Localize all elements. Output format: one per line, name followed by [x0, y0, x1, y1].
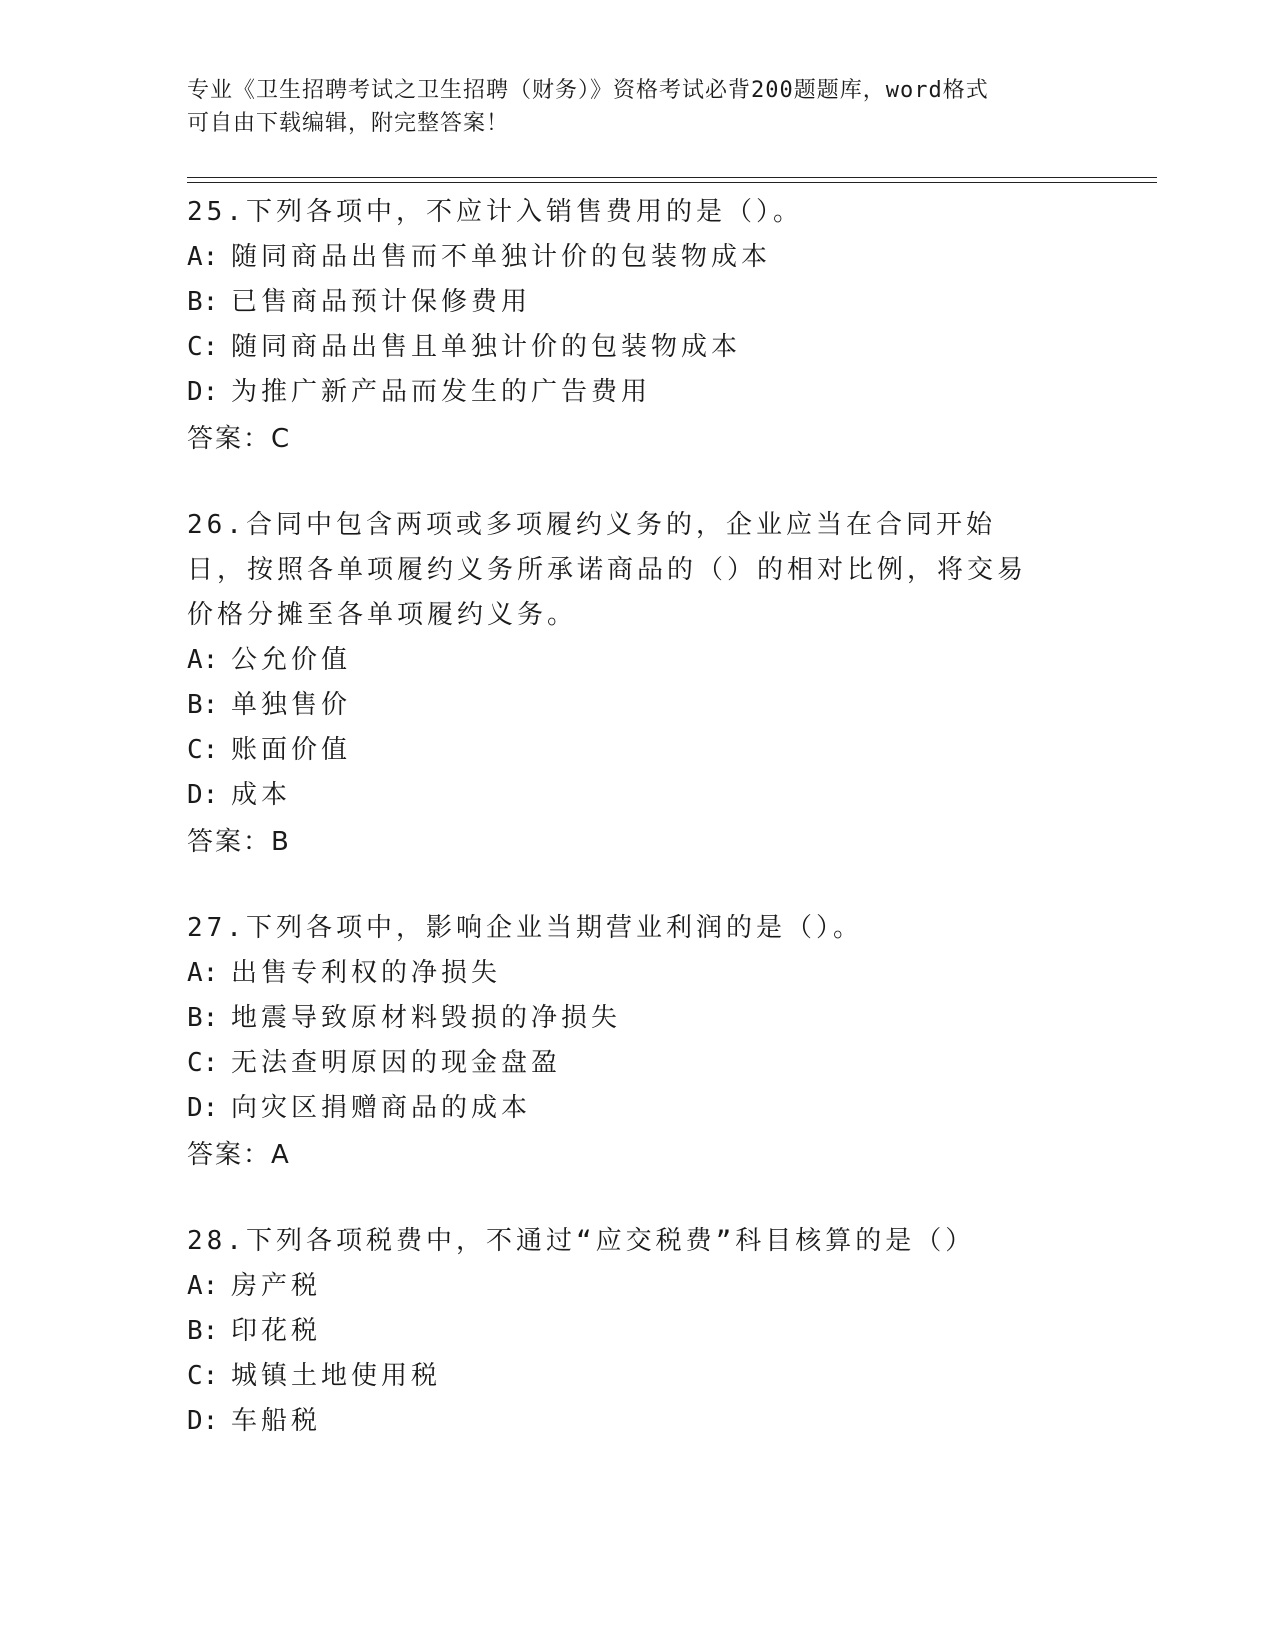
option-text: 为推广新产品而发生的广告费用 — [231, 377, 652, 407]
question-stem: 26.合同中包含两项或多项履约义务的，企业应当在合同开始日，按照各单项履约义务所承诺商品的（）的相对比例，将交易价格分摊至各单项履约义务。 — [187, 510, 1028, 630]
option-letter: B: — [187, 1003, 219, 1033]
question-list — [187, 190, 1087, 1484]
option-d — [187, 773, 1087, 818]
option-letter: B: — [187, 1316, 219, 1346]
option-text: 公允价值 — [231, 645, 352, 675]
question-stem: 27.下列各项中，影响企业当期营业利润的是（）。 — [187, 913, 863, 943]
option-text: 印花税 — [231, 1316, 322, 1346]
option-letter: B: — [187, 287, 219, 317]
option-c — [187, 728, 1087, 773]
option-d — [187, 1399, 1087, 1444]
option-letter: C: — [187, 1048, 219, 1078]
option-text: 随同商品出售而不单独计价的包装物成本 — [231, 242, 772, 272]
option-letter: B: — [187, 690, 219, 720]
header-title-line1: 专业《卫生招聘考试之卫生招聘（财务）》资格考试必背200题题库，word格式 — [187, 78, 989, 103]
option-text: 账面价值 — [231, 735, 352, 765]
option-text: 车船税 — [231, 1406, 322, 1436]
option-text: 单独售价 — [231, 690, 352, 720]
option-letter: D: — [187, 780, 219, 810]
option-c — [187, 1041, 1087, 1086]
option-letter: D: — [187, 1406, 219, 1436]
option-letter: D: — [187, 377, 219, 407]
option-letter: D: — [187, 1093, 219, 1123]
answer-line: 答案：A — [187, 1140, 291, 1170]
question-26 — [187, 503, 1087, 866]
document-header — [187, 74, 1087, 140]
question-stem: 25.下列各项中，不应计入销售费用的是（）。 — [187, 197, 803, 227]
option-text: 出售专利权的净损失 — [231, 958, 502, 988]
option-letter: A: — [187, 645, 219, 675]
question-stem: 28.下列各项税费中，不通过“应交税费”科目核算的是（） — [187, 1226, 976, 1256]
answer-line: 答案：C — [187, 424, 292, 454]
option-letter: A: — [187, 958, 219, 988]
option-text: 成本 — [231, 780, 292, 810]
option-letter: A: — [187, 242, 219, 272]
option-text: 地震导致原材料毁损的净损失 — [231, 1003, 622, 1033]
option-a — [187, 235, 1087, 280]
option-a — [187, 1264, 1087, 1309]
option-letter: C: — [187, 332, 219, 362]
option-a — [187, 951, 1087, 996]
option-text: 城镇土地使用税 — [231, 1361, 442, 1391]
option-d — [187, 1086, 1087, 1131]
option-b — [187, 280, 1087, 325]
option-c — [187, 1354, 1087, 1399]
option-text: 随同商品出售且单独计价的包装物成本 — [231, 332, 742, 362]
option-text: 向灾区捐赠商品的成本 — [231, 1093, 532, 1123]
option-b — [187, 996, 1087, 1041]
option-b — [187, 1309, 1087, 1354]
option-b — [187, 683, 1087, 728]
option-c — [187, 325, 1087, 370]
option-a — [187, 638, 1087, 683]
option-text: 已售商品预计保修费用 — [231, 287, 532, 317]
question-25 — [187, 190, 1087, 463]
option-letter: A: — [187, 1271, 219, 1301]
option-letter: C: — [187, 735, 219, 765]
option-text: 无法查明原因的现金盘盈 — [231, 1048, 562, 1078]
question-28 — [187, 1219, 1087, 1444]
question-27 — [187, 906, 1087, 1179]
header-divider — [187, 177, 1157, 183]
option-letter: C: — [187, 1361, 219, 1391]
option-d — [187, 370, 1087, 415]
option-text: 房产税 — [231, 1271, 322, 1301]
header-title-line2: 可自由下载编辑，附完整答案！ — [187, 111, 510, 136]
answer-line: 答案：B — [187, 827, 291, 857]
